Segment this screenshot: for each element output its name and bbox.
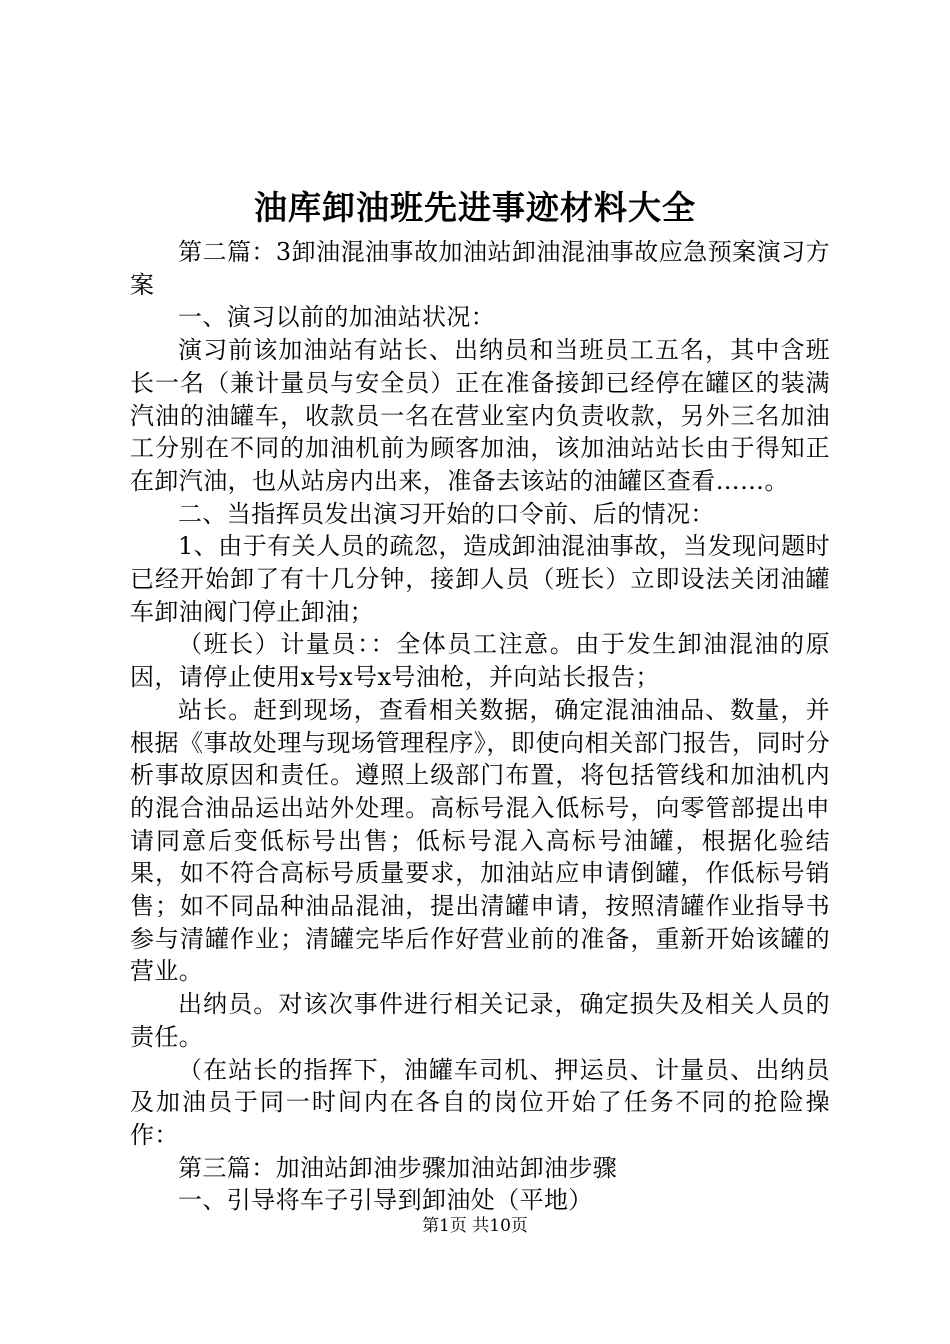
paragraph-metering-staff: （班长）计量员：：全体员工注意。由于发生卸油混油的原因，请停止使用x号x号x号油枪，并向站长报告； bbox=[130, 630, 830, 692]
paragraph-cashier: 出纳员。对该次事件进行相关记录，确定损失及相关人员的责任。 bbox=[130, 990, 830, 1051]
paragraph-section-one-heading: 一、演习以前的加油站状况： bbox=[178, 303, 496, 332]
paragraph-section-two-heading: 二、当指挥员发出演习开始的口令前、后的情况： bbox=[178, 499, 715, 528]
document-title: 油库卸油班先进事迹材料大全 bbox=[254, 188, 696, 227]
paragraph-chapter-three-heading: 第三篇：加油站卸油步骤加油站卸油步骤 bbox=[178, 1153, 618, 1182]
paragraph-station-status: 演习前该加油站有站长、出纳员和当班员工五名，其中含班长一名（兼计量员与安全员）正在准备接卸已经停在罐区的装满汽油的油罐车，收款员一名在营业室内负责收款，另外三名加油工分别在不同的加油机前为顾客加油，该加油站站长由于得知正在卸汽油，也从站房内出来，准备去该站的油罐区查看……。 bbox=[130, 336, 830, 495]
page-number-footer: 第1页 共10页 bbox=[422, 1216, 528, 1236]
paragraph-guide-vehicle: 一、引导将车子引导到卸油处（平地） bbox=[178, 1186, 593, 1215]
paragraph-step-one: 1、由于有关人员的疏忽，造成卸油混油事故，当发现问题时已经开始卸了有十几分钟，接卸人员（班长）立即设法关闭油罐车卸油阀门停止卸油； bbox=[130, 532, 830, 626]
paragraph-station-manager: 站长。赶到现场，查看相关数据，确定混油油品、数量，并根据《事故处理与现场管理程序》，即使向相关部门报告，同时分析事故原因和责任。遵照上级部门布置，将包括管线和加油机内的混合油品运出站外处理。高标号混入低标号，向零管部提出申请同意后变低标号出售；低标号混入高标号油罐，根据化验结果，如不符合高标号质量要求，加油站应申请倒罐，作低标号销售；如不同品种油品混油，提出清罐申请，按照清罐作业指导书参与清罐作业；清罐完毕后作好营业前的准备，重新开始该罐的营业。 bbox=[130, 695, 830, 986]
paragraph-emergency-operation: （在站长的指挥下，油罐车司机、押运员、计量员、出纳员及加油员于同一时间内在各自的岗位开始了任务不同的抢险操作： bbox=[130, 1055, 830, 1149]
paragraph-chapter-two-heading: 第二篇：3卸油混油事故加油站卸油混油事故应急预案演习方案 bbox=[130, 238, 830, 299]
document-body bbox=[130, 236, 830, 1217]
